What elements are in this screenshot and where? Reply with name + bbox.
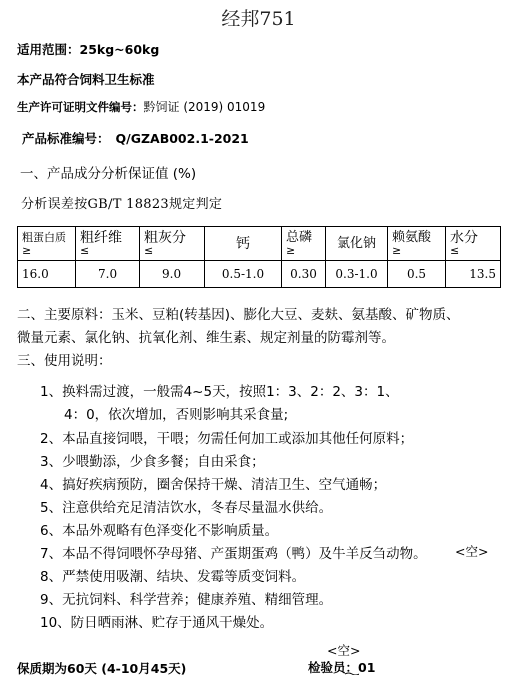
value-lysine: 0.5 bbox=[388, 261, 446, 288]
license-value: 黔饲证 (2019) 01019 bbox=[143, 100, 266, 114]
header-sodium-chloride: 氯化钠 bbox=[326, 227, 388, 261]
section3-title: 三、使用说明： bbox=[17, 353, 112, 369]
blank-mark-2: <空> bbox=[327, 643, 361, 658]
instruction-7: 7、本品不得饲喂怀孕母猪、产蛋期蛋鸡（鸭）及牛羊反刍动物。 bbox=[40, 546, 427, 562]
instruction-1-continued: 4：0，依次增加，否则影响其采食量; bbox=[64, 407, 289, 423]
hygiene-standard: 本产品符合饲料卫生标准 bbox=[17, 72, 155, 87]
value-total-phosphorus: 0.30 bbox=[282, 261, 326, 288]
composition-table bbox=[17, 226, 501, 288]
header-calcium: 钙 bbox=[205, 227, 282, 261]
table-header-row bbox=[18, 227, 501, 261]
value-calcium: 0.5-1.0 bbox=[205, 261, 282, 288]
section1-title: 一、产品成分分析保证值 (%) bbox=[20, 166, 197, 182]
header-lysine: 赖氨酸 ≥ bbox=[388, 227, 446, 261]
value-crude-fiber: 7.0 bbox=[76, 261, 140, 288]
analysis-note: 分析误差按GB/T 18823规定判定 bbox=[21, 197, 223, 212]
header-crude-ash: 粗灰分 ≤ bbox=[140, 227, 205, 261]
main-materials-line2: 微量元素、氯化钠、抗氧化剂、维生素、规定剂量的防霉剂等。 bbox=[17, 330, 395, 346]
scope-value: 25kg~60kg bbox=[79, 42, 160, 57]
shelf-life: 保质期为60天 (4-10月45天) bbox=[17, 661, 187, 676]
license-line bbox=[17, 98, 265, 115]
product-standard-line bbox=[22, 129, 249, 147]
scope-line bbox=[17, 40, 159, 58]
value-crude-ash: 9.0 bbox=[140, 261, 205, 288]
header-total-phosphorus: 总磷 ≥ bbox=[282, 227, 326, 261]
header-moisture: 水分 ≤ bbox=[446, 227, 501, 261]
license-label: 生产许可证明文件编号： bbox=[17, 100, 144, 114]
document-title: 经邦751 bbox=[221, 8, 296, 30]
value-moisture: 13.5 bbox=[446, 261, 501, 288]
value-crude-protein: 16.0 bbox=[18, 261, 76, 288]
scope-label: 适用范围： bbox=[17, 42, 80, 57]
product-standard-label: 产品标准编号： bbox=[22, 131, 110, 146]
header-crude-protein: 粗蛋白质 ≥ bbox=[18, 227, 76, 261]
instruction-8: 8、严禁使用吸潮、结块、发霉等质变饲料。 bbox=[40, 569, 306, 585]
wavy-underline-mark bbox=[345, 672, 359, 675]
main-materials-line1: 二、主要原料：玉米、豆粕(转基因)、膨化大豆、麦麸、氨基酸、矿物质、 bbox=[17, 307, 460, 323]
instruction-2: 2、本品直接饲喂，干喂；勿需任何加工或添加其他任何原料； bbox=[40, 431, 414, 447]
instruction-10: 10、防日晒雨淋、贮存于通风干燥处。 bbox=[40, 615, 274, 631]
value-sodium-chloride: 0.3-1.0 bbox=[326, 261, 388, 288]
table-value-row bbox=[18, 261, 501, 288]
header-crude-fiber: 粗纤维 ≤ bbox=[76, 227, 140, 261]
instruction-5: 5、注意供给充足清洁饮水，冬春尽量温水供给。 bbox=[40, 500, 333, 516]
inspector-label: 检验员： bbox=[308, 660, 359, 675]
instruction-4: 4、搞好疾病预防，圈舍保持干燥、清洁卫生、空气通畅； bbox=[40, 477, 387, 493]
blank-mark-1: <空> bbox=[455, 544, 489, 559]
inspector-line bbox=[308, 658, 375, 676]
product-standard-value: Q/GZAB002.1-2021 bbox=[115, 131, 249, 146]
instruction-9: 9、无抗饲料、科学营养；健康养殖、精细管理。 bbox=[40, 592, 333, 608]
instruction-1: 1、换料需过渡，一般需4~5天，按照1：3、2：2、3：1、 bbox=[40, 384, 399, 400]
instruction-6: 6、本品外观略有色泽变化不影响质量。 bbox=[40, 523, 279, 539]
inspector-value: 01 bbox=[358, 660, 376, 675]
instruction-3: 3、少喂勤添，少食多餐；自由采食； bbox=[40, 454, 265, 470]
